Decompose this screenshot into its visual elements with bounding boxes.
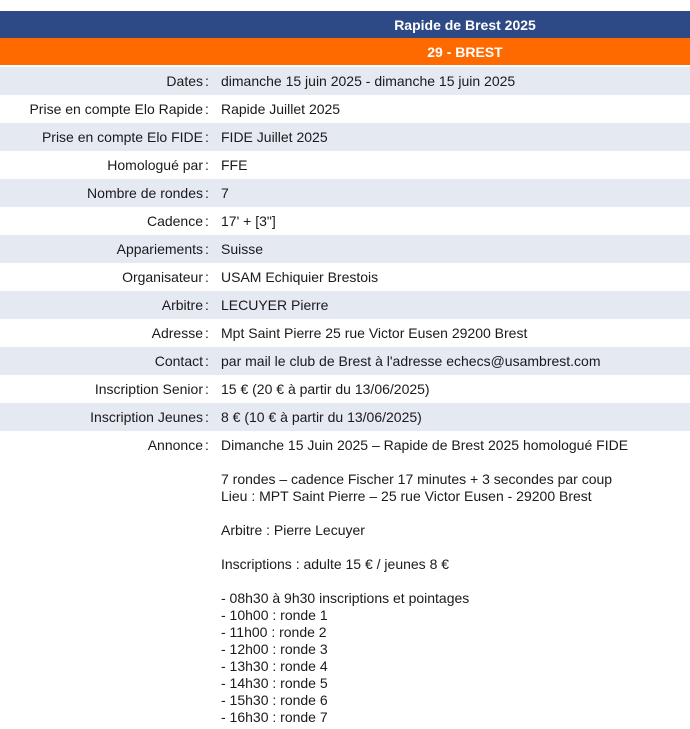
detail-separator: : bbox=[205, 241, 209, 257]
detail-label: Cadence bbox=[146, 213, 203, 229]
detail-value: par mail le club de Brest à l'adresse echecs@usambrest.com bbox=[221, 353, 601, 369]
detail-separator: : bbox=[205, 157, 209, 173]
detail-row-homologation bbox=[0, 151, 690, 179]
detail-label: Organisateur bbox=[122, 269, 203, 285]
detail-row-elo-fide bbox=[0, 123, 690, 151]
tournament-location-bar bbox=[0, 38, 690, 65]
detail-row-fee-junior bbox=[0, 403, 690, 431]
detail-value: USAM Echiquier Brestois bbox=[221, 269, 379, 285]
announcement-line: Lieu : MPT Saint Pierre – 25 rue Victor Eusen - 29200 Brest bbox=[221, 488, 592, 504]
detail-value: dimanche 15 juin 2025 - dimanche 15 juin 2025 bbox=[221, 73, 516, 89]
detail-value: Suisse bbox=[221, 241, 264, 257]
detail-separator: : bbox=[205, 101, 209, 117]
detail-value: FIDE Juillet 2025 bbox=[221, 129, 328, 145]
detail-row-contact bbox=[0, 347, 690, 375]
announcement-text bbox=[221, 437, 681, 726]
detail-value: 17' + [3"] bbox=[221, 213, 276, 229]
detail-separator: : bbox=[205, 297, 209, 313]
schedule-item: - 16h30 : ronde 7 bbox=[221, 709, 328, 725]
detail-value: Rapide Juillet 2025 bbox=[221, 101, 341, 117]
detail-label: Dates bbox=[166, 73, 203, 89]
schedule-item: - 08h30 à 9h30 inscriptions et pointages bbox=[221, 590, 470, 606]
announcement-line: Dimanche 15 Juin 2025 – Rapide de Brest 2025 homologué FIDE bbox=[221, 437, 629, 453]
detail-label: Prise en compte Elo FIDE bbox=[41, 129, 203, 145]
detail-separator: : bbox=[205, 73, 209, 89]
schedule-item: - 13h30 : ronde 4 bbox=[221, 658, 328, 674]
announcement-line: 7 rondes – cadence Fischer 17 minutes + 3 secondes par coup bbox=[221, 471, 613, 487]
detail-label: Arbitre bbox=[161, 297, 203, 313]
tournament-title: Rapide de Brest 2025 bbox=[394, 17, 536, 33]
detail-row-dates bbox=[0, 67, 690, 95]
detail-row-pairing bbox=[0, 235, 690, 263]
detail-separator: : bbox=[205, 437, 209, 453]
tournament-location: 29 - BREST bbox=[427, 44, 503, 60]
detail-row-fee-senior bbox=[0, 375, 690, 403]
announcement-line: Inscriptions : adulte 15 € / jeunes 8 € bbox=[221, 556, 450, 572]
detail-label: Contact bbox=[154, 353, 203, 369]
detail-label: Inscription Jeunes bbox=[90, 409, 203, 425]
detail-separator: : bbox=[205, 381, 209, 397]
detail-row-address bbox=[0, 319, 690, 347]
schedule-item: - 12h00 : ronde 3 bbox=[221, 641, 328, 657]
detail-separator: : bbox=[205, 129, 209, 145]
detail-row-announcement bbox=[0, 431, 690, 726]
detail-value: 8 € (10 € à partir du 13/06/2025) bbox=[221, 409, 422, 425]
detail-label: Inscription Senior bbox=[94, 381, 203, 397]
detail-label: Appariements bbox=[116, 241, 203, 257]
detail-value: 7 bbox=[221, 185, 229, 201]
detail-value: FFE bbox=[221, 157, 248, 173]
detail-label: Prise en compte Elo Rapide bbox=[29, 101, 203, 117]
schedule-item: - 11h00 : ronde 2 bbox=[221, 624, 327, 640]
detail-separator: : bbox=[205, 325, 209, 341]
detail-separator: : bbox=[205, 213, 209, 229]
detail-label: Adresse bbox=[151, 325, 203, 341]
detail-value: LECUYER Pierre bbox=[221, 297, 329, 313]
detail-row-rounds bbox=[0, 179, 690, 207]
details-table bbox=[0, 67, 690, 726]
detail-row-organizer bbox=[0, 263, 690, 291]
detail-label: Nombre de rondes bbox=[87, 185, 203, 201]
schedule-item: - 10h00 : ronde 1 bbox=[221, 607, 328, 623]
detail-label: Annonce bbox=[147, 437, 203, 453]
detail-separator: : bbox=[205, 185, 209, 201]
detail-separator: : bbox=[205, 409, 209, 425]
schedule-item: - 14h30 : ronde 5 bbox=[221, 675, 328, 691]
detail-separator: : bbox=[205, 353, 209, 369]
announcement-line: Arbitre : Pierre Lecuyer bbox=[221, 522, 365, 538]
detail-value: Mpt Saint Pierre 25 rue Victor Eusen 29200 Brest bbox=[221, 325, 528, 341]
detail-separator: : bbox=[205, 269, 209, 285]
tournament-title-bar bbox=[0, 11, 690, 38]
schedule-item: - 15h30 : ronde 6 bbox=[221, 692, 328, 708]
detail-row-cadence bbox=[0, 207, 690, 235]
detail-value: 15 € (20 € à partir du 13/06/2025) bbox=[221, 381, 430, 397]
detail-row-elo-rapide bbox=[0, 95, 690, 123]
detail-row-arbiter bbox=[0, 291, 690, 319]
detail-label: Homologué par bbox=[107, 157, 203, 173]
